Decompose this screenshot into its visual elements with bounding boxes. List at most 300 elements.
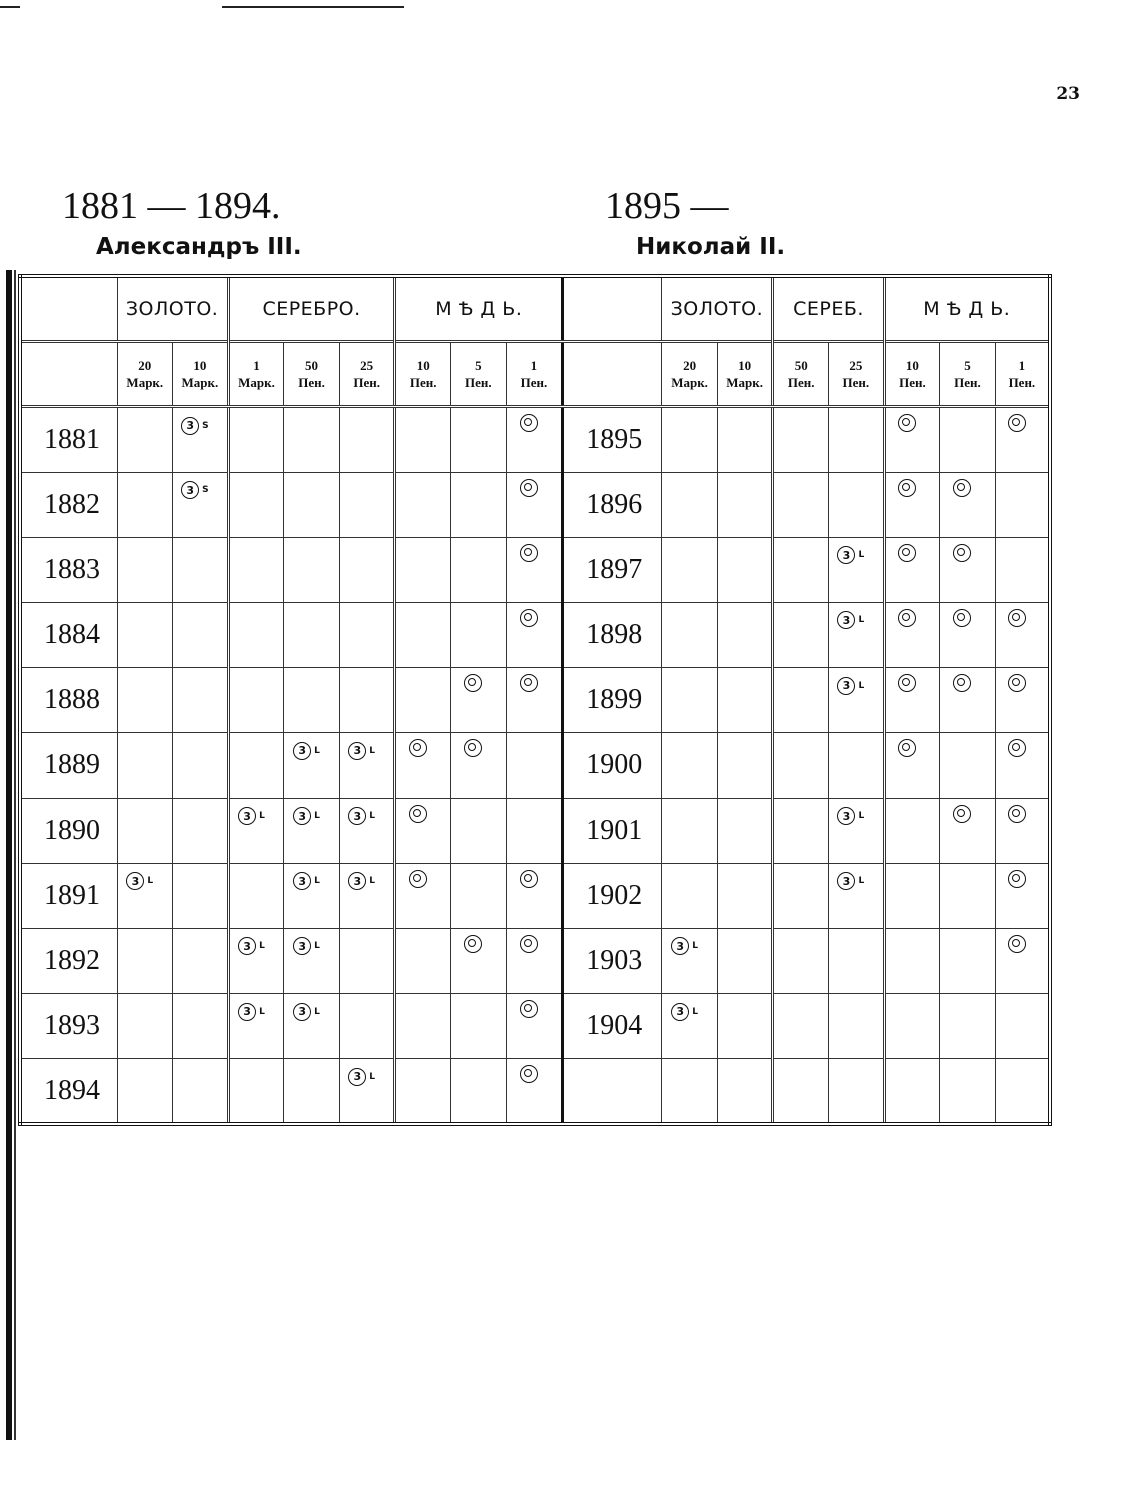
mint-mark-three <box>348 872 375 890</box>
mint-mark-three <box>837 611 864 629</box>
double-circle-icon <box>898 414 916 432</box>
year-cell-left: 1889 <box>20 733 117 798</box>
coin-cell <box>339 798 395 863</box>
coin-cell <box>506 472 563 537</box>
coin-cell <box>284 994 340 1059</box>
coin-cell <box>339 472 395 537</box>
binding-edge <box>6 270 12 1440</box>
top-rule-short <box>0 6 20 8</box>
coin-cell <box>940 798 996 863</box>
denom-unit: Пен. <box>465 375 492 391</box>
year-cell-left: 1882 <box>20 472 117 537</box>
denom-header <box>117 342 173 407</box>
coin-cell <box>284 668 340 733</box>
coin-cell <box>284 537 340 602</box>
coin-cell <box>995 863 1050 928</box>
double-circle-icon <box>953 674 971 692</box>
coin-cell <box>773 994 829 1059</box>
coin-cell <box>395 733 451 798</box>
mint-mark-three <box>348 1068 375 1086</box>
mint-mark-three <box>837 677 864 695</box>
year-cell-left: 1881 <box>20 407 117 472</box>
mint-mark-zero <box>464 935 482 953</box>
table-row <box>20 407 1050 472</box>
denom-unit: Марк. <box>726 375 764 391</box>
double-circle-icon <box>1008 739 1026 757</box>
mint-mark-zero <box>520 1000 538 1018</box>
table-row <box>20 928 1050 993</box>
double-circle-icon <box>409 739 427 757</box>
coin-cell <box>228 407 284 472</box>
group-silver-left: СЕРЕБРО. <box>228 276 395 342</box>
circled-three-icon: 3 <box>348 742 366 760</box>
coin-cell <box>395 994 451 1059</box>
table-body <box>20 407 1050 1124</box>
year-cell-right: 1897 <box>563 537 662 602</box>
coin-cell <box>662 537 718 602</box>
coin-cell <box>662 668 718 733</box>
denom-value: 20 <box>683 358 697 374</box>
group-silver-right: СЕРЕБ. <box>773 276 884 342</box>
coin-cell <box>662 602 718 667</box>
circled-three-icon: 3 <box>293 807 311 825</box>
coin-cell <box>117 602 173 667</box>
mint-mark-zero <box>520 1065 538 1083</box>
coin-cell <box>173 537 229 602</box>
denom-blank-right <box>563 342 662 407</box>
coin-cell <box>395 602 451 667</box>
mark-suffix: S <box>202 420 209 431</box>
coin-cell <box>117 994 173 1059</box>
binding-edge-thin <box>14 270 16 1440</box>
group-gold-left: ЗОЛОТО. <box>117 276 228 342</box>
right-years-heading: 1895 — <box>605 185 729 227</box>
double-circle-icon <box>520 935 538 953</box>
coin-cell <box>228 537 284 602</box>
coin-cell <box>773 928 829 993</box>
mint-mark-zero <box>1008 414 1026 432</box>
mint-mark-zero <box>898 544 916 562</box>
coin-cell <box>228 1059 284 1124</box>
coin-cell <box>395 472 451 537</box>
table-row <box>20 1059 1050 1124</box>
circled-three-icon: 3 <box>293 742 311 760</box>
coin-cell <box>829 472 885 537</box>
denom-header <box>662 342 718 407</box>
mint-mark-three <box>181 417 208 435</box>
table-row <box>20 537 1050 602</box>
coin-cell <box>506 733 563 798</box>
coin-cell <box>662 733 718 798</box>
year-cell-left: 1883 <box>20 537 117 602</box>
coin-cell <box>940 602 996 667</box>
mint-mark-zero <box>1008 870 1026 888</box>
coin-cell <box>228 602 284 667</box>
coin-cell <box>228 928 284 993</box>
mint-mark-zero <box>520 479 538 497</box>
circled-three-icon: 3 <box>181 417 199 435</box>
double-circle-icon <box>409 805 427 823</box>
coin-cell <box>228 733 284 798</box>
table-row <box>20 472 1050 537</box>
coin-cell <box>228 472 284 537</box>
coin-cell <box>506 602 563 667</box>
header-blank-right <box>563 276 662 342</box>
mint-mark-zero <box>520 414 538 432</box>
mint-mark-three <box>348 807 375 825</box>
mint-mark-zero <box>898 739 916 757</box>
denom-header <box>451 342 507 407</box>
coin-cell <box>395 668 451 733</box>
year-cell-right: 1901 <box>563 798 662 863</box>
mint-mark-zero <box>1008 609 1026 627</box>
mint-mark-zero <box>520 674 538 692</box>
coin-cell <box>940 863 996 928</box>
coin-cell <box>173 863 229 928</box>
mint-mark-zero <box>409 739 427 757</box>
denom-blank-left <box>20 342 117 407</box>
coin-cell <box>173 798 229 863</box>
coin-cell <box>829 407 885 472</box>
double-circle-icon <box>520 870 538 888</box>
coin-cell <box>829 537 885 602</box>
denom-value: 50 <box>794 358 808 374</box>
circled-three-icon: 3 <box>348 807 366 825</box>
circled-three-icon: 3 <box>837 677 855 695</box>
group-header-row <box>20 276 1050 342</box>
year-cell-left: 1893 <box>20 994 117 1059</box>
mint-mark-three <box>238 807 265 825</box>
year-cell-left: 1892 <box>20 928 117 993</box>
denom-unit: Пен. <box>842 375 870 391</box>
coin-cell <box>506 863 563 928</box>
coin-cell <box>995 472 1050 537</box>
coin-cell <box>339 994 395 1059</box>
circled-three-icon: 3 <box>671 937 689 955</box>
coin-cell <box>662 994 718 1059</box>
coin-cell <box>884 798 940 863</box>
mint-mark-three <box>671 1003 698 1021</box>
denom-value: 25 <box>360 358 374 374</box>
year-cell-left: 1891 <box>20 863 117 928</box>
mint-mark-three <box>293 937 320 955</box>
coin-cell <box>117 537 173 602</box>
denom-header <box>940 342 996 407</box>
denom-header <box>717 342 773 407</box>
coin-cell <box>339 407 395 472</box>
coin-cell <box>829 798 885 863</box>
coin-cell <box>717 472 773 537</box>
double-circle-icon <box>953 479 971 497</box>
mark-suffix: L <box>369 811 376 821</box>
coin-cell <box>284 1059 340 1124</box>
mint-mark-three <box>837 872 864 890</box>
double-circle-icon <box>520 1065 538 1083</box>
double-circle-icon <box>898 609 916 627</box>
table-row <box>20 798 1050 863</box>
year-cell-right: 1899 <box>563 668 662 733</box>
coin-cell <box>995 537 1050 602</box>
denom-unit: Пен. <box>353 375 380 391</box>
denom-header <box>829 342 885 407</box>
mint-mark-zero <box>898 479 916 497</box>
coin-table <box>18 274 1052 1126</box>
mark-suffix: L <box>259 1006 265 1017</box>
coin-cell <box>173 994 229 1059</box>
coin-cell <box>451 1059 507 1124</box>
coin-cell <box>940 472 996 537</box>
denom-header <box>173 342 229 407</box>
denomination-header-row <box>20 342 1050 407</box>
denom-unit: Пен. <box>520 375 548 391</box>
year-cell-right: 1902 <box>563 863 662 928</box>
coin-cell <box>717 1059 773 1124</box>
mark-suffix: L <box>369 876 376 887</box>
circled-three-icon: 3 <box>238 937 256 955</box>
double-circle-icon <box>409 870 427 888</box>
coin-cell <box>995 668 1050 733</box>
coin-cell <box>506 407 563 472</box>
double-circle-icon <box>464 935 482 953</box>
denom-unit: Пен. <box>1008 375 1036 391</box>
year-cell-left: 1884 <box>20 602 117 667</box>
coin-cell <box>717 602 773 667</box>
coin-cell <box>228 798 284 863</box>
denom-unit: Марк. <box>181 375 219 391</box>
mark-suffix: L <box>692 941 698 952</box>
coin-cell <box>284 407 340 472</box>
double-circle-icon <box>464 674 482 692</box>
coin-cell <box>506 994 563 1059</box>
double-circle-icon <box>953 609 971 627</box>
coin-cell <box>451 472 507 537</box>
coin-cell <box>451 668 507 733</box>
coin-cell <box>773 537 829 602</box>
circled-three-icon: 3 <box>126 872 144 890</box>
coin-cell <box>395 407 451 472</box>
double-circle-icon <box>1008 609 1026 627</box>
coin-cell <box>662 407 718 472</box>
coin-cell <box>284 798 340 863</box>
coin-cell <box>884 733 940 798</box>
circled-three-icon: 3 <box>671 1003 689 1021</box>
mark-suffix: L <box>314 941 320 952</box>
mark-suffix: L <box>314 745 320 756</box>
denom-value: 5 <box>475 358 482 374</box>
double-circle-icon <box>953 805 971 823</box>
table-row <box>20 602 1050 667</box>
coin-cell <box>451 994 507 1059</box>
denom-unit: Марк. <box>671 375 708 391</box>
coin-cell <box>829 994 885 1059</box>
coin-cell <box>829 668 885 733</box>
coin-cell <box>662 472 718 537</box>
denom-value: 25 <box>849 358 863 374</box>
coin-cell <box>451 928 507 993</box>
mark-suffix: L <box>692 1006 698 1017</box>
coin-cell <box>506 537 563 602</box>
coin-cell <box>284 863 340 928</box>
mint-mark-zero <box>953 805 971 823</box>
mint-mark-three <box>837 546 864 564</box>
mint-mark-three <box>293 742 320 760</box>
denom-value: 1 <box>530 358 538 374</box>
table-row <box>20 668 1050 733</box>
coin-cell <box>773 863 829 928</box>
mark-suffix: L <box>858 680 865 691</box>
table-row <box>20 994 1050 1059</box>
coin-cell <box>717 863 773 928</box>
coin-cell <box>940 994 996 1059</box>
coin-cell <box>662 928 718 993</box>
left-ruler-heading: Александръ III. <box>96 234 302 260</box>
coin-cell <box>829 733 885 798</box>
double-circle-icon <box>898 544 916 562</box>
coin-cell <box>284 602 340 667</box>
coin-cell <box>506 798 563 863</box>
denom-value: 5 <box>964 358 971 374</box>
coin-cell <box>662 863 718 928</box>
denom-header <box>506 342 563 407</box>
coin-cell <box>117 407 173 472</box>
coin-cell <box>284 928 340 993</box>
coin-cell <box>173 928 229 993</box>
denom-unit: Марк. <box>238 375 275 391</box>
coin-cell <box>339 733 395 798</box>
mint-mark-zero <box>898 609 916 627</box>
coin-cell <box>395 537 451 602</box>
year-cell-right: 1896 <box>563 472 662 537</box>
coin-cell <box>117 1059 173 1124</box>
mark-suffix: L <box>369 1071 376 1082</box>
double-circle-icon <box>520 414 538 432</box>
coin-cell <box>829 928 885 993</box>
coin-cell <box>117 472 173 537</box>
coin-cell <box>339 602 395 667</box>
coin-cell <box>884 537 940 602</box>
denom-header <box>284 342 340 407</box>
coin-cell <box>940 407 996 472</box>
coin-cell <box>506 668 563 733</box>
coin-cell <box>451 537 507 602</box>
mint-mark-zero <box>1008 935 1026 953</box>
mint-mark-zero <box>1008 674 1026 692</box>
mark-suffix: L <box>259 811 265 821</box>
left-years-heading: 1881 — 1894. <box>62 185 281 227</box>
circled-three-icon: 3 <box>348 1068 366 1086</box>
circled-three-icon: 3 <box>837 611 855 629</box>
coin-cell <box>451 863 507 928</box>
double-circle-icon <box>1008 674 1026 692</box>
coin-cell <box>940 928 996 993</box>
coin-cell <box>773 407 829 472</box>
coin-cell <box>662 1059 718 1124</box>
coin-cell <box>717 407 773 472</box>
circled-three-icon: 3 <box>181 481 199 499</box>
double-circle-icon <box>953 544 971 562</box>
coin-cell <box>339 928 395 993</box>
coin-cell <box>339 1059 395 1124</box>
coin-cell <box>884 668 940 733</box>
year-cell-right: 1903 <box>563 928 662 993</box>
mark-suffix: L <box>259 941 265 952</box>
coin-cell <box>228 994 284 1059</box>
right-ruler-heading: Николай II. <box>636 234 786 260</box>
coin-cell <box>173 668 229 733</box>
mint-mark-zero <box>898 674 916 692</box>
coin-cell <box>940 668 996 733</box>
coin-cell <box>395 928 451 993</box>
coin-cell <box>339 537 395 602</box>
coin-cell <box>717 994 773 1059</box>
coin-cell <box>773 798 829 863</box>
coin-cell <box>395 863 451 928</box>
circled-three-icon: 3 <box>293 872 311 890</box>
coin-cell <box>995 602 1050 667</box>
coin-cell <box>884 602 940 667</box>
mint-mark-three <box>238 1003 265 1021</box>
coin-cell <box>940 733 996 798</box>
circled-three-icon: 3 <box>837 872 855 890</box>
mint-mark-zero <box>953 674 971 692</box>
coin-cell <box>884 1059 940 1124</box>
double-circle-icon <box>898 674 916 692</box>
denom-unit: Марк. <box>126 375 164 391</box>
mark-suffix: L <box>147 876 154 887</box>
double-circle-icon <box>464 739 482 757</box>
mark-suffix: L <box>858 876 865 887</box>
circled-three-icon: 3 <box>238 807 256 825</box>
coin-cell <box>284 733 340 798</box>
mint-mark-zero <box>409 870 427 888</box>
coin-cell <box>173 733 229 798</box>
coin-cell <box>995 1059 1050 1124</box>
coin-cell <box>451 733 507 798</box>
coin-cell <box>773 733 829 798</box>
mint-mark-zero <box>520 544 538 562</box>
circled-three-icon: 3 <box>348 872 366 890</box>
mint-mark-three <box>293 872 320 890</box>
year-cell-right: 1898 <box>563 602 662 667</box>
mint-mark-zero <box>520 609 538 627</box>
top-rule-long <box>222 6 404 8</box>
coin-cell <box>339 668 395 733</box>
coin-cell <box>995 407 1050 472</box>
mint-mark-three <box>348 742 375 760</box>
double-circle-icon <box>1008 935 1026 953</box>
coin-cell <box>717 798 773 863</box>
denom-header <box>773 342 829 407</box>
mark-suffix: L <box>314 1006 320 1017</box>
denom-unit: Пен. <box>954 375 981 391</box>
mint-mark-zero <box>520 935 538 953</box>
circled-three-icon: 3 <box>293 937 311 955</box>
double-circle-icon <box>898 479 916 497</box>
coin-cell <box>829 863 885 928</box>
denom-value: 50 <box>305 358 319 374</box>
year-cell-right: 1904 <box>563 994 662 1059</box>
year-cell-left: 1890 <box>20 798 117 863</box>
coin-cell <box>884 928 940 993</box>
coin-cell <box>173 472 229 537</box>
coin-cell <box>395 1059 451 1124</box>
coin-cell <box>117 928 173 993</box>
denom-header <box>995 342 1050 407</box>
coin-cell <box>773 668 829 733</box>
mint-mark-three <box>181 481 208 499</box>
denom-value: 10 <box>738 358 752 374</box>
double-circle-icon <box>520 674 538 692</box>
